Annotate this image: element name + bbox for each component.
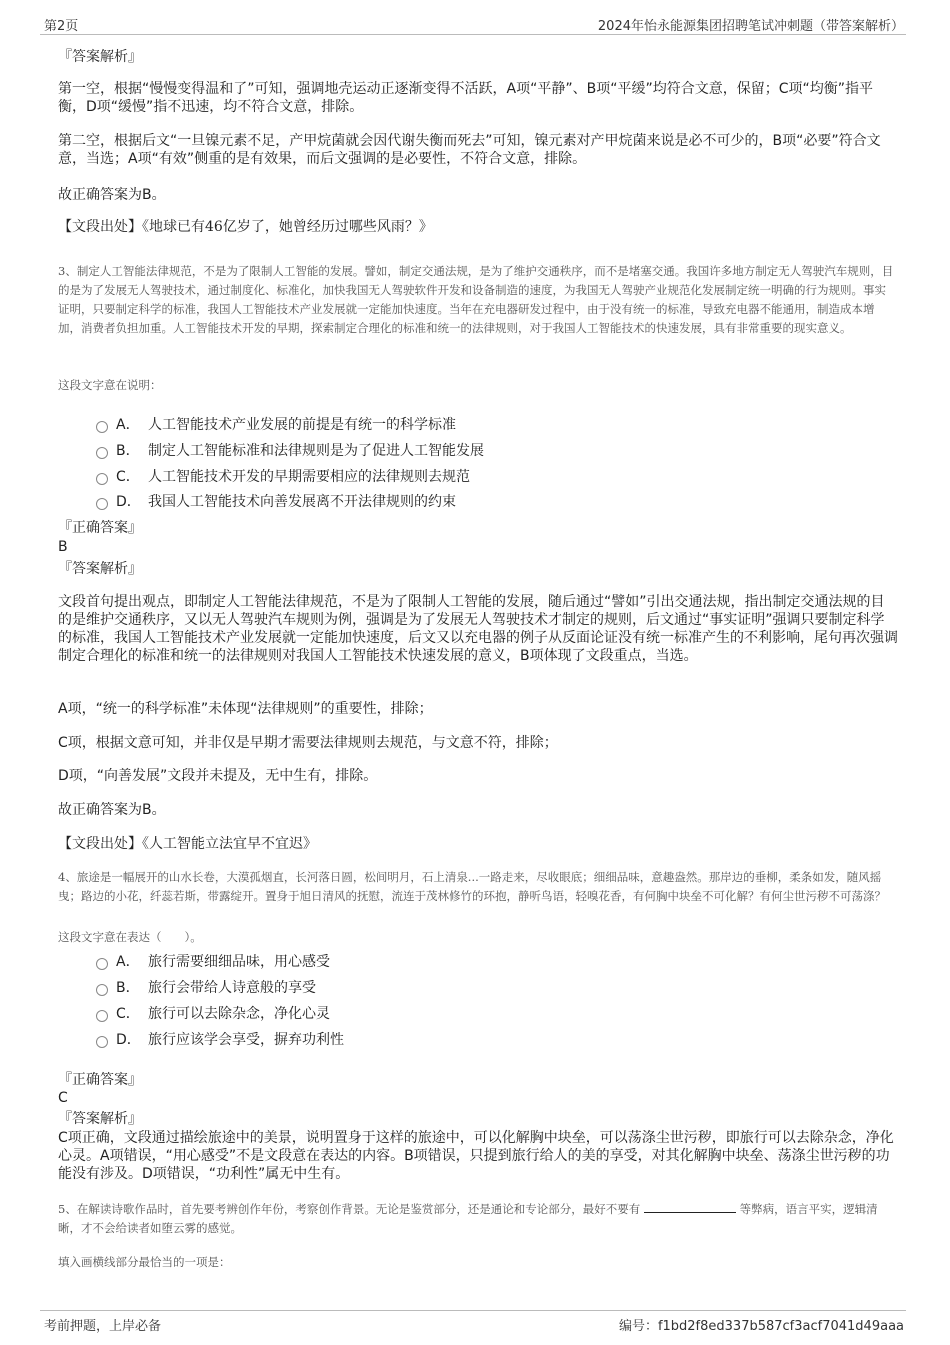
analysis-paragraph: 文段首句提出观点，即制定人工智能法律规范，不是为了限制人工智能的发展，随后通过“譬如”引出交通法规，指出制定交通法规的目的是维护交通秩序，又以无人驾驶汽车规则为例，强调是为了发展无人驾驶技术才制定的规则，后文通过“事实证明”强调只要制定科学的标准，我国人工智能技术产业发展就一定能加快速度，后文又以充电器的例子从反面论证没有统一标准产生的不利影响，尾句再次强调制定合理化的标准和统一的法律规则对我国人工智能技术快速发展的意义，B项体现了文段重点，当选。	[58, 594, 898, 664]
answer-analysis-label: 『答案解析』	[58, 49, 142, 65]
fill-blank	[644, 1200, 736, 1213]
question-prompt: 填入画横线部分最恰当的一项是：	[58, 1255, 231, 1269]
option-d[interactable]: D． 我国人工智能技术向善发展离不开法律规则的约束	[96, 491, 456, 511]
radio-icon[interactable]	[96, 958, 108, 970]
document-title: 2024年怡永能源集团招聘笔试冲刺题（带答案解析）	[597, 19, 904, 34]
radio-icon[interactable]	[96, 498, 108, 510]
answer-analysis-label: 『答案解析』	[58, 561, 142, 577]
question-stem: 4、旅途是一幅展开的山水长卷，大漠孤烟直，长河落日圆，松间明月，石上清泉...一路走来，尽收眼底；细细品味，意趣盎然。那岸边的垂柳，柔条如发，随风摇曳；路边的小花，纤蕊若斯，带露绽开。置身于旭日清风的抚慰，流连于茂林修竹的环抱，静听鸟语，轻嗅花香，有何胸中块垒不可化解？有何尘世污秽不可荡涤？	[58, 870, 886, 903]
option-b[interactable]: B． 制定人工智能标准和法律规则是为了促进人工智能发展	[96, 440, 484, 460]
page-number: 第2页	[44, 19, 79, 34]
header-divider	[40, 34, 906, 35]
question-stem: 5、在解读诗歌作品时，首先要考辨创作年份，考察创作背景。无论是鉴赏部分，还是通论和专论部分，最好不要有 等弊病，语言平实，逻辑清晰，才不会给读者如堕云雾的感觉。	[58, 1202, 878, 1235]
conclusion: 故正确答案为B。	[58, 802, 166, 818]
question-prompt: 这段文字意在表达（ ）。	[58, 930, 202, 944]
answer-analysis-label: 『答案解析』	[58, 1111, 142, 1127]
correct-answer: C	[58, 1090, 68, 1106]
option-a[interactable]: A． 旅行需要细细品味，用心感受	[96, 951, 330, 971]
radio-icon[interactable]	[96, 473, 108, 485]
document-id: 编号：f1bd2f8ed337b587cf3acf7041d49aaa	[618, 1319, 904, 1334]
footer-slogan: 考前押题，上岸必备	[44, 1319, 162, 1334]
radio-icon[interactable]	[96, 1010, 108, 1022]
passage-source: 【文段出处】《人工智能立法宜早不宜迟》	[58, 836, 317, 852]
passage-source: 【文段出处】《地球已有46亿岁了，她曾经历过哪些风雨？》	[58, 219, 433, 235]
radio-icon[interactable]	[96, 447, 108, 459]
correct-answer-label: 『正确答案』	[58, 1072, 142, 1088]
question-prompt: 这段文字意在说明：	[58, 378, 162, 392]
option-d-note: D项，“向善发展”文段并未提及，无中生有，排除。	[58, 768, 378, 784]
analysis-paragraph: 第二空，根据后文“一旦镍元素不足，产甲烷菌就会因代谢失衡而死去”可知，镍元素对产甲烷菌来说是必不可少的，B项“必要”符合文意，当选；A项“有效”侧重的是有效果，而后文强调的是必要性，不符合文意，排除。	[58, 133, 881, 167]
option-d[interactable]: D． 旅行应该学会享受，摒弃功利性	[96, 1029, 344, 1049]
option-c[interactable]: C． 旅行可以去除杂念，净化心灵	[96, 1003, 330, 1023]
option-a-note: A项，“统一的科学标准”未体现“法律规则”的重要性，排除；	[58, 701, 433, 717]
conclusion: 故正确答案为B。	[58, 187, 166, 203]
analysis-paragraph: C项正确，文段通过描绘旅途中的美景，说明置身于这样的旅途中，可以化解胸中块垒，可以荡涤尘世污秽，即旅行可以去除杂念，净化心灵。A项错误，“用心感受”不是文段意在表达的内容。B项错误，只提到旅行给人的美的享受，对其化解胸中块垒、荡涤尘世污秽的功能没有涉及。D项错误，“功利性”属无中生有。	[58, 1130, 894, 1182]
footer-divider	[40, 1310, 906, 1311]
correct-answer-label: 『正确答案』	[58, 520, 142, 536]
radio-icon[interactable]	[96, 421, 108, 433]
question-stem: 3、制定人工智能法律规范，不是为了限制人工智能的发展。譬如，制定交通法规，是为了维护交通秩序，而不是堵塞交通。我国许多地方制定无人驾驶汽车规则，目的是为了发展无人驾驶技术，通过制度化、标准化，加快我国无人驾驶软件开发和设备制造的速度，为我国无人驾驶产业规范化发展制定统一明确的行为规则。事实证明，只要制定科学的标准，我国人工智能技术产业发展就一定能加快速度。当年在充电器研发过程中，由于没有统一的标准，导致充电器不能通用，制造成本增加，消费者负担加重。人工智能技术开发的早期，探索制定合理化的标准和统一的法律规则，对于我国人工智能技术的快速发展，具有非常重要的现实意义。	[58, 264, 894, 335]
option-a[interactable]: A． 人工智能技术产业发展的前提是有统一的科学标准	[96, 414, 456, 434]
correct-answer: B	[58, 539, 68, 555]
option-b[interactable]: B． 旅行会带给人诗意般的享受	[96, 977, 316, 997]
analysis-paragraph: 第一空，根据“慢慢变得温和了”可知，强调地壳运动正逐渐变得不活跃，A项“平静”、B项“平缓”均符合文意，保留；C项“均衡”指平衡，D项“缓慢”指不迅速，均不符合文意，排除。	[58, 81, 873, 115]
option-c[interactable]: C． 人工智能技术开发的早期需要相应的法律规则去规范	[96, 466, 470, 486]
radio-icon[interactable]	[96, 1036, 108, 1048]
option-c-note: C项，根据文意可知，并非仅是早期才需要法律规则去规范，与文意不符，排除；	[58, 735, 558, 751]
radio-icon[interactable]	[96, 984, 108, 996]
